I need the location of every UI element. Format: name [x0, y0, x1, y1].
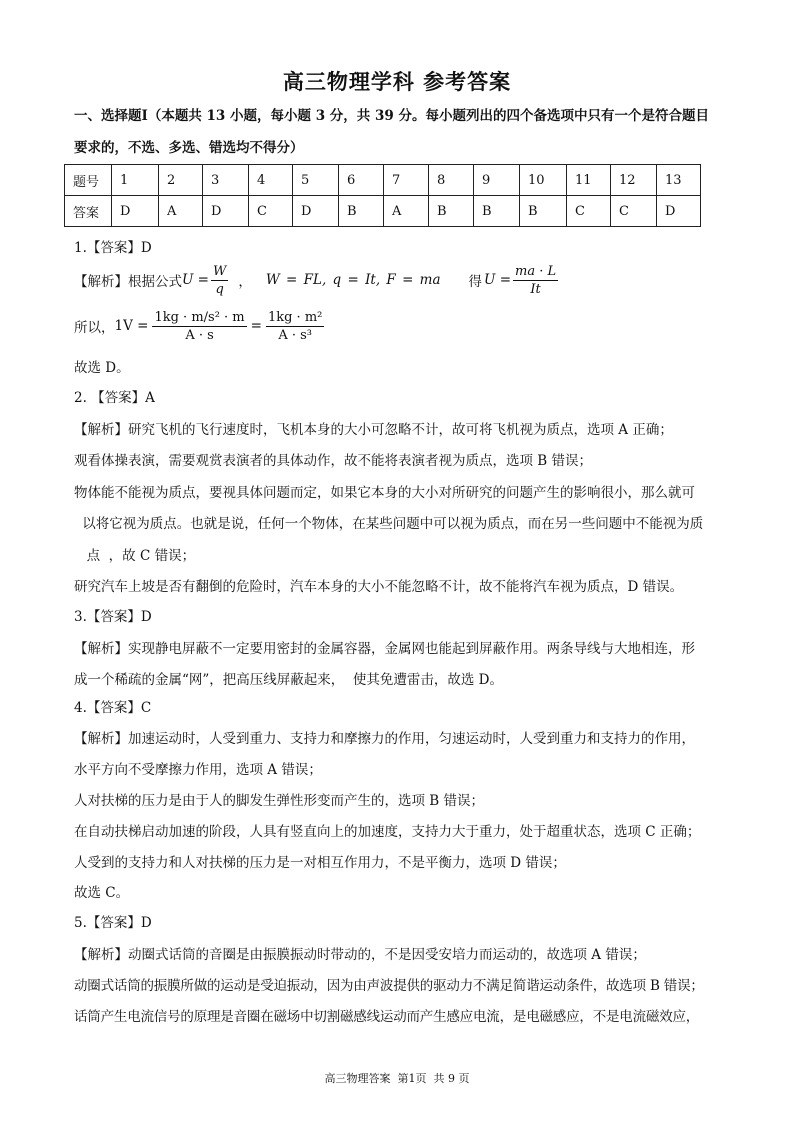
q3-analysis-line: 成一个稀疏的金属“网”，把高压线屏蔽起来， 使其免遭雷击，故选 D。: [74, 672, 503, 688]
answer-cell: B: [339, 196, 384, 227]
answer-cell: D: [293, 196, 339, 227]
section-heading-line-1: 一、选择题Ⅰ（本题共 13 小题，每小题 3 分，共 39 分。每小题列出的四个备选项中只有一个是符合题目: [74, 108, 709, 124]
question-number-cell: 13: [657, 165, 701, 196]
fraction-denominator: A · s: [185, 327, 214, 343]
answer-cell: D: [203, 196, 249, 227]
question-number-row: [65, 165, 701, 196]
row-label-answer: 答案: [65, 196, 112, 227]
q1-analysis-prefix: 【解析】根据公式: [74, 274, 182, 290]
q2-analysis-line: 物体能不能视为质点，要视具体问题而定，如果它本身的大小对所研究的问题产生的影响很小，那么就可: [74, 485, 695, 501]
q2-answer-heading: 2. 【答案】A: [74, 390, 155, 406]
q3-analysis-line: 【解析】实现静电屏蔽不一定要用密封的金属容器，金属网也能起到屏蔽作用。两条导线与大地相连，形: [74, 641, 695, 657]
q2-analysis-line: 研究汽车上坡是否有翻倒的危险时，汽车本身的大小不能忽略不计，故不能将汽车视为质点，D 错误。: [74, 579, 684, 595]
question-number-cell: 6: [339, 165, 384, 196]
question-number-cell: 5: [293, 165, 339, 196]
q2-analysis-line: 观看体操表演，需要观赏表演者的具体动作，故不能将表演者视为质点，选项 B 错误；: [74, 453, 593, 469]
formula-separator: ，: [238, 274, 252, 290]
answer-cell: C: [249, 196, 293, 227]
formula-u-lhs: U =: [182, 272, 209, 288]
equals-sign: =: [250, 318, 262, 334]
formula-therefore-label: 得: [468, 274, 483, 290]
answer-cell: C: [611, 196, 657, 227]
page-title: 高三物理学科 参考答案: [282, 69, 512, 94]
answer-cell: D: [112, 196, 159, 227]
q2-analysis-line: 以将它视为质点。也就是说，任何一个物体，在某些问题中可以视为质点，而在另一些问题中不能视为质: [78, 516, 704, 532]
row-label-question-number: 题号: [65, 165, 112, 196]
question-number-cell: 12: [611, 165, 657, 196]
fraction-denominator: It: [530, 281, 541, 297]
q1-unit-derivation: [74, 306, 326, 346]
formula-u-lhs-2: U =: [484, 272, 512, 288]
question-number-cell: 4: [249, 165, 293, 196]
answer-cell: A: [384, 196, 429, 227]
q1-analysis-formula: [74, 260, 560, 300]
question-number-cell: 2: [159, 165, 203, 196]
answer-cell: B: [429, 196, 474, 227]
question-number-cell: 8: [429, 165, 474, 196]
q1-answer-heading: 1.【答案】D: [74, 240, 152, 256]
question-number-cell: 11: [567, 165, 611, 196]
q3-answer-heading: 3.【答案】D: [74, 609, 152, 625]
answer-cell: D: [657, 196, 701, 227]
q4-analysis-line: 在自动扶梯启动加速的阶段，人具有竖直向上的加速度，支持力大于重力，处于超重状态，选项 C 正确；: [74, 824, 701, 840]
fraction-denominator: q: [215, 281, 224, 297]
q4-answer-heading: 4.【答案】C: [74, 700, 152, 716]
q5-analysis-line: 动圈式话筒的振膜所做的运动是受迫振动，因为由声波提供的驱动力不满足简谐运动条件，故选项 B 错误；: [74, 978, 704, 994]
page-footer: 高三物理答案 第1页 共 9 页: [324, 1072, 470, 1085]
q2-analysis-line: 【解析】研究飞机的飞行速度时，飞机本身的大小可忽略不计，故可将飞机视为质点，选项 A 正确；: [74, 422, 673, 438]
q4-analysis-line: 水平方向不受摩擦力作用，选项 A 错误；: [74, 762, 322, 778]
q5-answer-heading: 5.【答案】D: [74, 915, 152, 931]
q5-analysis-line: 【解析】动圈式话筒的音圈是由振膜振动时带动的，不是因受安培力而运动的，故选项 A 错误；: [74, 947, 646, 963]
question-number-cell: 1: [112, 165, 159, 196]
answer-cell: B: [474, 196, 520, 227]
q4-analysis-line: 故选 C。: [74, 885, 130, 901]
fraction-numerator: ma · L: [515, 263, 557, 279]
answer-cell: C: [567, 196, 611, 227]
formula-list: W = FL, q = It, F = ma: [265, 272, 441, 288]
q1-so-prefix: 所以，: [74, 320, 115, 336]
answer-row: [65, 196, 701, 227]
fraction-numerator: W: [212, 263, 227, 279]
answer-cell: A: [159, 196, 203, 227]
unit-fraction-2: [266, 310, 324, 343]
answer-cell: B: [520, 196, 567, 227]
question-number-cell: 3: [203, 165, 249, 196]
q4-analysis-line: 【解析】加速运动时，人受到重力、支持力和摩擦力的作用，匀速运动时，人受到重力和支持力的作用，: [74, 731, 695, 747]
q2-analysis-line: 点 ，故 C 错误；: [78, 548, 196, 564]
fraction-denominator: A · s³: [278, 327, 312, 343]
q4-analysis-line: 人对扶梯的压力是由于人的脚发生弹性形变而产生的，选项 B 错误；: [74, 793, 485, 809]
fraction-numerator: 1kg · m/s² · m: [154, 309, 245, 325]
unit-fraction-1: [152, 310, 246, 343]
unit-lhs: 1V =: [114, 318, 149, 334]
answer-table: [64, 164, 701, 227]
fraction-maL-over-It: [513, 264, 558, 297]
question-number-cell: 10: [520, 165, 567, 196]
q1-conclusion: 故选 D。: [74, 360, 130, 376]
fraction-numerator: 1kg · m²: [267, 309, 323, 325]
q4-analysis-line: 人受到的支持力和人对扶梯的压力是一对相互作用力，不是平衡力，选项 D 错误；: [74, 855, 566, 871]
question-number-cell: 7: [384, 165, 429, 196]
q5-analysis-line: 话筒产生电流信号的原理是音圈在磁场中切割磁感线运动而产生感应电流，是电磁感应，不是电流磁效应，: [74, 1009, 700, 1025]
section-heading-line-2: 要求的，不选、多选、错选均不得分）: [74, 140, 304, 156]
fraction-w-over-q: [211, 264, 228, 297]
question-number-cell: 9: [474, 165, 520, 196]
